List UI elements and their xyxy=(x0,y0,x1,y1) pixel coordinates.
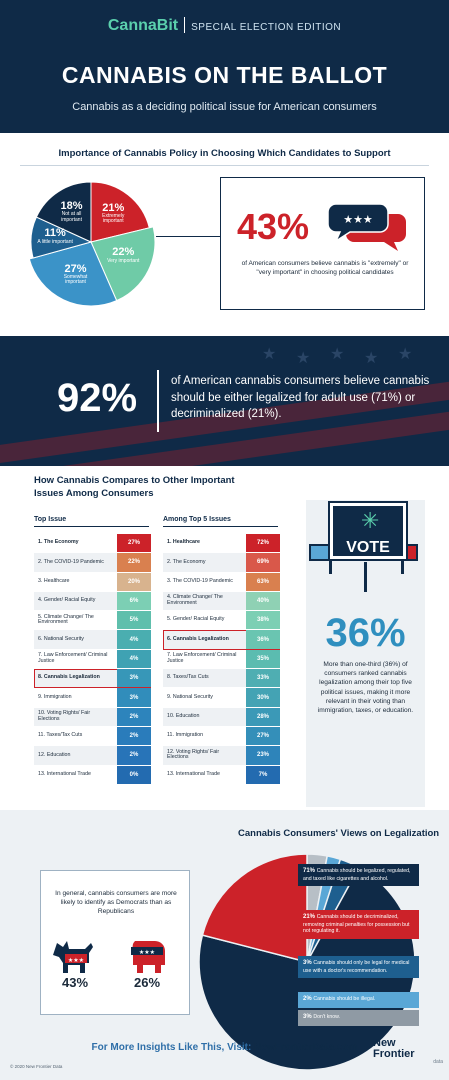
star-icon: ★ xyxy=(398,346,413,363)
top5-issue-table xyxy=(163,534,280,785)
legend-item: 2% Cannabis should be illegal. xyxy=(298,992,419,1008)
issue-name: 3. The COVID-19 Pandemic xyxy=(167,577,233,584)
issue-value: 4% xyxy=(117,630,151,648)
issue-name: 4. Climate Change/ The Environment xyxy=(167,594,223,607)
issue-row xyxy=(163,650,280,669)
issue-row xyxy=(163,746,280,765)
issue-name: 2. The Economy xyxy=(167,558,206,565)
issue-value: 0% xyxy=(117,766,151,784)
issue-name: 1. The Economy xyxy=(38,539,79,546)
issue-name: 10. Voting Rights/ Fair Elections xyxy=(38,710,91,722)
issue-name: 13. International Trade xyxy=(38,770,92,777)
issue-row xyxy=(163,534,280,553)
legal-stat: 92% xyxy=(57,376,138,420)
issue-value: 38% xyxy=(246,611,280,629)
slice-a-little-important-label: 11% A little important xyxy=(37,227,73,245)
issue-value: 3% xyxy=(117,669,151,687)
page-subtitle: Cannabis as a deciding political issue for American consumers xyxy=(72,101,377,113)
issue-row xyxy=(34,650,151,669)
issue-value: 36% xyxy=(246,630,280,648)
issue-name: 2. The COVID-19 Pandemic xyxy=(38,558,104,565)
issue-name: 7. Law Enforcement/ Criminal Justice xyxy=(38,652,108,664)
issue-row xyxy=(163,688,280,707)
top5-stat: 36% xyxy=(325,611,406,655)
issue-value: 23% xyxy=(246,746,280,764)
issue-row xyxy=(34,766,151,785)
brand-bar xyxy=(0,17,449,35)
republican-pct: 26% xyxy=(133,975,161,990)
issue-value: 22% xyxy=(117,553,151,571)
issue-row xyxy=(163,630,280,649)
issue-row xyxy=(163,766,280,785)
legalization-banner xyxy=(0,336,449,466)
importance-stat-box xyxy=(220,177,425,310)
svg-text:★★★: ★★★ xyxy=(343,213,373,226)
issue-row xyxy=(34,573,151,592)
importance-stat: 43% xyxy=(237,206,310,247)
footer-cta: For More Insights Like This, Visit: NewFrontierData.com xyxy=(91,1042,358,1053)
issues-title xyxy=(34,474,264,501)
slice-somewhat-important-label: 27% Somewhat important xyxy=(63,262,88,286)
star-icon: ★ xyxy=(364,350,379,367)
star-icon: ★ xyxy=(296,350,311,367)
issue-value: 63% xyxy=(246,573,280,591)
democrat-pct: 43% xyxy=(61,975,89,990)
legend-item: 21% Cannabis should be decriminalized, removing criminal penalties for possession but not regulating it. xyxy=(298,910,419,939)
issue-row xyxy=(163,573,280,592)
issue-row xyxy=(163,553,280,572)
svg-text:★★★: ★★★ xyxy=(138,949,156,956)
issue-value: 27% xyxy=(246,727,280,745)
issue-row xyxy=(34,630,151,649)
top5-heading: Among Top 5 Issues xyxy=(163,516,278,527)
cannabit-logo[interactable]: CannaBit xyxy=(107,17,179,34)
edition-label: SPECIAL ELECTION EDITION xyxy=(191,22,342,33)
issue-name: 9. Immigration xyxy=(38,693,72,700)
issue-value: 7% xyxy=(246,766,280,784)
vote-sign-icon xyxy=(330,503,406,559)
issue-name: 5. Climate Change/ The Environment xyxy=(38,613,94,626)
connector-line xyxy=(156,236,220,237)
legend-item: 3% Cannabis should only be legal for medical use with a doctor's recommendation. xyxy=(298,956,419,978)
website-link[interactable]: NewFrontierData.com xyxy=(254,1042,358,1053)
issue-value: 30% xyxy=(246,688,280,706)
slice-not-at-all-important-label: 18% Not at all important xyxy=(60,199,83,223)
star-icon: ★ xyxy=(262,346,277,363)
issue-value: 69% xyxy=(246,553,280,571)
new-frontier-logo[interactable]: New Frontier data xyxy=(373,1037,443,1065)
issue-row xyxy=(163,669,280,688)
issue-name: 1. Healthcare xyxy=(167,539,200,546)
issue-row xyxy=(34,592,151,611)
issues-title-line2: Issues Among Consumers xyxy=(34,488,154,500)
issue-value: 28% xyxy=(246,708,280,726)
issue-name: 6. National Security xyxy=(38,635,84,642)
issue-name: 6. Cannabis Legalization xyxy=(167,635,229,642)
issue-name: 3. Healthcare xyxy=(38,577,70,584)
svg-text:★★★: ★★★ xyxy=(67,957,85,964)
issue-row xyxy=(163,708,280,727)
party-caption: In general, cannabis consumers are more likely to identify as Democrats than as Republicans xyxy=(55,890,177,916)
issue-value: 20% xyxy=(117,573,151,591)
issue-row xyxy=(34,746,151,765)
issue-value: 5% xyxy=(117,611,151,629)
issue-name: 8. Cannabis Legalization xyxy=(38,674,100,681)
issue-value: 3% xyxy=(117,688,151,706)
issue-row xyxy=(34,708,151,727)
top-issue-heading: Top Issue xyxy=(34,516,149,527)
legend-item: 71% Cannabis should be legalized, regulated, and taxed like cigarettes and alcohol. xyxy=(298,864,419,886)
issue-name: 13. International Trade xyxy=(167,770,221,777)
header xyxy=(0,0,449,133)
issue-name: 8. Taxes/Tax Cuts xyxy=(167,674,209,681)
top-issue-table xyxy=(34,534,151,785)
views-title: Cannabis Consumers' Views on Legalization xyxy=(238,828,440,839)
issue-row xyxy=(34,727,151,746)
issue-row xyxy=(34,534,151,553)
issue-value: 27% xyxy=(117,534,151,552)
issue-value: 35% xyxy=(246,650,280,668)
issue-value: 40% xyxy=(246,592,280,610)
issue-row xyxy=(163,611,280,630)
issue-row xyxy=(163,592,280,611)
importance-title: Importance of Cannabis Policy in Choosing Which Candidates to Support xyxy=(58,148,391,159)
vote-stat-box xyxy=(306,500,425,807)
issue-row xyxy=(163,727,280,746)
issue-row xyxy=(34,553,151,572)
slice-very-important-label: 22% Very important xyxy=(107,245,140,264)
democrat-donkey-icon xyxy=(53,933,97,977)
issue-value: 72% xyxy=(246,534,280,552)
slice-extremely-important-label: 21% Extremely important xyxy=(102,201,125,225)
cannabis-leaf-icon: ✳ xyxy=(361,508,380,533)
importance-caption: of American consumers believe cannabis is "extremely" or "very important" in choosing political candidates xyxy=(241,260,409,276)
issue-name: 12. Education xyxy=(38,751,71,758)
issue-value: 2% xyxy=(117,727,151,745)
issue-name: 11. Immigration xyxy=(167,732,204,739)
issue-value: 4% xyxy=(117,650,151,668)
top5-caption: More than one-third (36%) of consumers ranked cannabis legalization among their top five political issues, making it more relevant in their voting than immigration, taxes, or education. xyxy=(317,661,414,715)
republican-elephant-icon xyxy=(125,933,169,977)
issue-value: 2% xyxy=(117,708,151,726)
issue-value: 6% xyxy=(117,592,151,610)
legal-text: of American cannabis consumers believe cannabis should be either legalized for adult use (71%) or decriminalized (21%). xyxy=(171,375,430,421)
issue-name: 9. National Security xyxy=(167,693,213,700)
issue-name: 12. Voting Rights/ Fair Elections xyxy=(167,748,220,761)
issue-value: 2% xyxy=(117,746,151,764)
legend-item: 3% Don't know. xyxy=(298,1010,419,1026)
vote-word: VOTE xyxy=(346,539,390,556)
issue-row xyxy=(34,611,151,630)
speech-bubbles-icon xyxy=(328,202,408,254)
star-icon: ★ xyxy=(330,346,345,363)
issue-name: 7. Law Enforcement/ Criminal Justice xyxy=(167,652,237,664)
copyright: © 2020 New Frontier Data xyxy=(10,1064,63,1069)
issue-name: 10. Education xyxy=(167,712,200,719)
page-title: CANNABIS ON THE BALLOT xyxy=(61,62,388,88)
issues-title-line1: How Cannabis Compares to Other Important xyxy=(34,475,235,486)
party-box xyxy=(40,870,190,1015)
issue-name: 11. Taxes/Tax Cuts xyxy=(38,732,83,739)
issue-value: 33% xyxy=(246,669,280,687)
issue-row xyxy=(34,688,151,707)
issue-name: 5. Gender/ Racial Equity xyxy=(167,616,225,623)
issue-name: 4. Gender/ Racial Equity xyxy=(38,597,96,604)
issue-row xyxy=(34,669,151,688)
importance-pie xyxy=(26,177,156,307)
